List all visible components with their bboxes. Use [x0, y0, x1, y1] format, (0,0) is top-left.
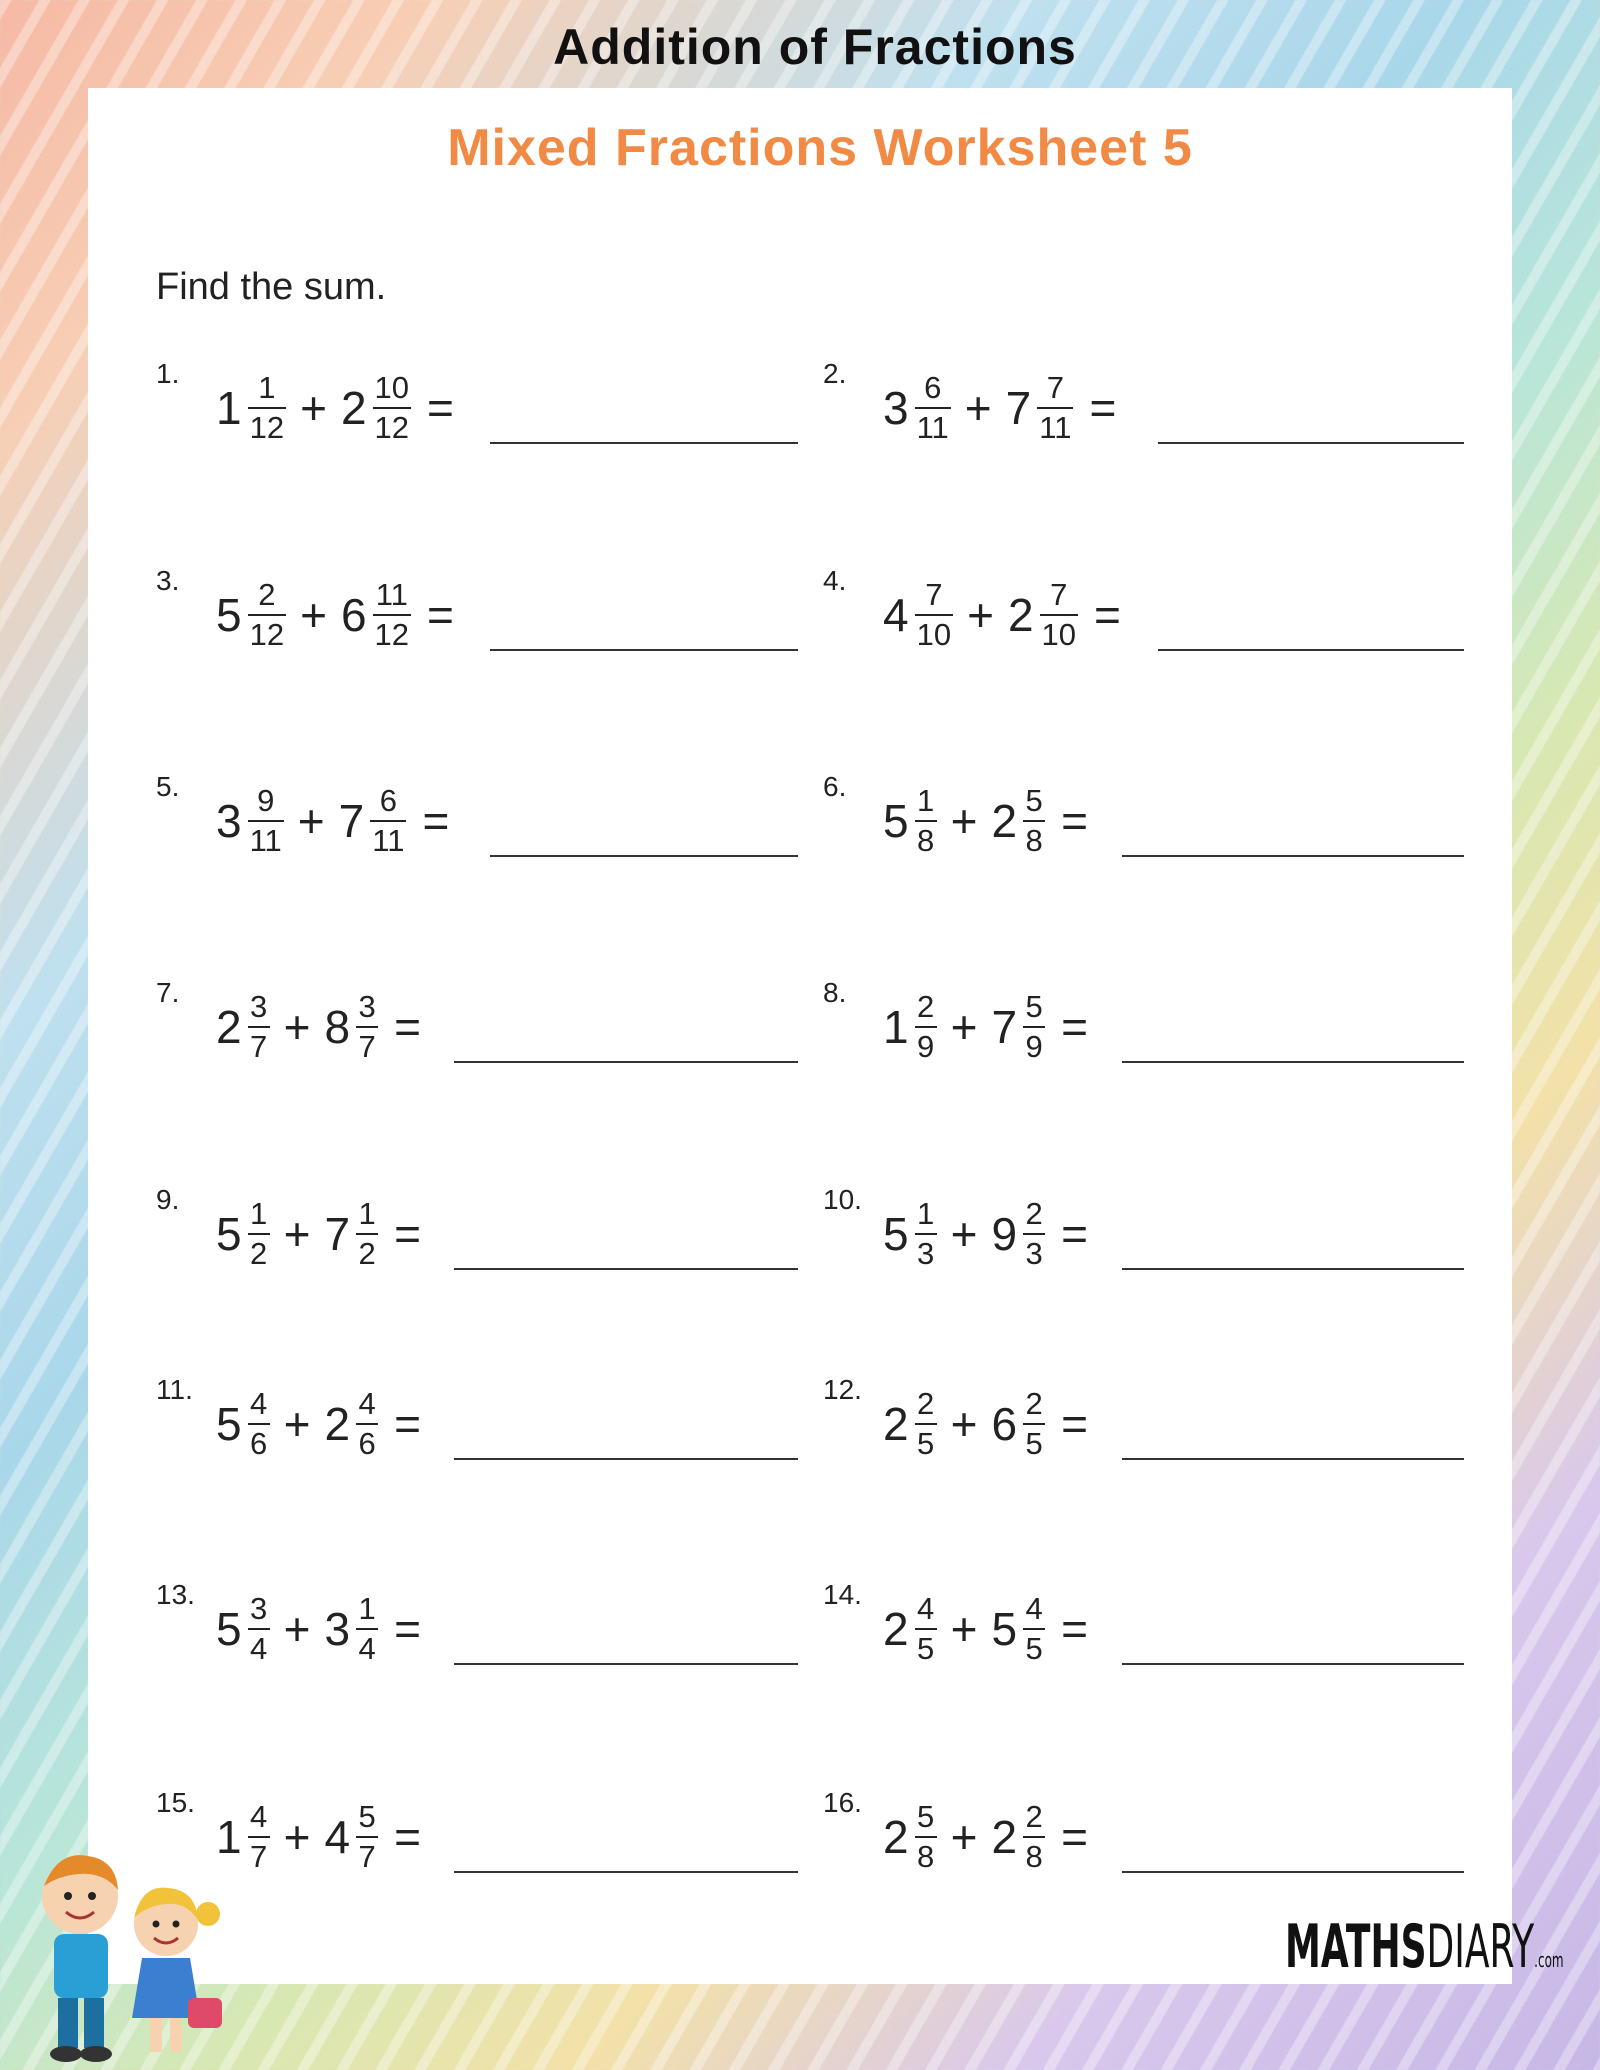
- problem-expression: [883, 565, 1121, 665]
- numerator: 1: [249, 1195, 268, 1231]
- denominator: 4: [249, 1631, 268, 1666]
- whole-number: 2: [991, 1811, 1018, 1863]
- fraction-bar: [373, 614, 411, 616]
- fraction: [915, 578, 953, 652]
- numerator: 2: [1025, 1385, 1043, 1421]
- fraction-bar: [248, 1836, 270, 1838]
- plus-sign: +: [283, 1001, 311, 1053]
- fraction: [248, 371, 286, 445]
- whole-number: 6: [340, 589, 367, 641]
- answer-line[interactable]: [454, 1458, 798, 1460]
- fraction-bar: [915, 614, 953, 616]
- fraction: [1037, 371, 1073, 445]
- denominator: 11: [916, 410, 949, 445]
- fraction: [356, 990, 378, 1064]
- numerator: 7: [1050, 576, 1068, 612]
- problem-expression: [883, 1579, 1088, 1679]
- numerator: 10: [374, 369, 410, 405]
- answer-line[interactable]: [1158, 649, 1464, 651]
- denominator: 4: [358, 1631, 376, 1666]
- problem-item: [823, 1787, 1443, 1907]
- equals-sign: =: [394, 1001, 421, 1053]
- numerator: 2: [916, 1385, 935, 1421]
- fraction: [356, 1387, 378, 1461]
- fraction-bar: [356, 1026, 378, 1028]
- problem-item: [156, 565, 776, 685]
- equals-sign: =: [394, 1603, 421, 1655]
- problem-number: 6.: [823, 771, 847, 802]
- plus-sign: +: [283, 1398, 311, 1450]
- denominator: 12: [249, 410, 285, 445]
- whole-number: 2: [991, 795, 1018, 847]
- whole-number: 6: [991, 1398, 1018, 1450]
- equals-sign: =: [1094, 589, 1121, 641]
- fraction: [248, 1592, 270, 1666]
- denominator: 8: [916, 823, 935, 858]
- numerator: 5: [1025, 988, 1043, 1024]
- fraction: [1023, 990, 1045, 1064]
- answer-line[interactable]: [1122, 1268, 1464, 1270]
- fraction: [915, 1197, 937, 1271]
- problem-expression: [883, 1787, 1088, 1887]
- answer-line[interactable]: [1122, 855, 1464, 857]
- problem-number: 3.: [156, 565, 180, 596]
- page-title: Addition of Fractions: [553, 19, 1077, 75]
- fraction-bar: [1037, 407, 1073, 409]
- problem-expression: [216, 977, 421, 1077]
- problem-item: [156, 1787, 776, 1907]
- fraction: [915, 990, 937, 1064]
- denominator: 11: [1039, 410, 1072, 445]
- numerator: 2: [258, 576, 276, 612]
- equals-sign: =: [427, 382, 454, 434]
- answer-line[interactable]: [1122, 1871, 1464, 1873]
- denominator: 12: [249, 617, 285, 652]
- numerator: 1: [916, 1195, 935, 1231]
- answer-line[interactable]: [454, 1268, 798, 1270]
- equals-sign: =: [1061, 1398, 1088, 1450]
- plus-sign: +: [950, 1811, 978, 1863]
- plus-sign: +: [283, 1811, 311, 1863]
- fraction-bar: [1023, 1836, 1045, 1838]
- denominator: 12: [374, 410, 410, 445]
- denominator: 10: [916, 617, 952, 652]
- problem-number: 2.: [823, 358, 847, 389]
- equals-sign: =: [422, 795, 450, 847]
- problem-number: 8.: [823, 977, 847, 1008]
- problem-expression: [883, 771, 1088, 871]
- denominator: 8: [1025, 823, 1043, 858]
- answer-line[interactable]: [1122, 1458, 1464, 1460]
- mathsdiary-logo: MATHSDIARY.com: [1285, 1912, 1564, 1982]
- whole-number: 7: [1005, 382, 1032, 434]
- problem-expression: [216, 1787, 421, 1887]
- whole-number: 4: [883, 589, 909, 641]
- fraction: [248, 578, 286, 652]
- denominator: 9: [916, 1029, 935, 1064]
- problem-item: [823, 771, 1443, 891]
- whole-number: 7: [324, 1208, 351, 1260]
- problem-item: [156, 1579, 776, 1699]
- numerator: 1: [358, 1590, 376, 1626]
- denominator: 2: [358, 1236, 376, 1271]
- whole-number: 7: [991, 1001, 1018, 1053]
- fraction: [915, 371, 951, 445]
- fraction: [915, 1800, 937, 1874]
- problem-number: 13.: [156, 1579, 195, 1610]
- plus-sign: +: [967, 589, 994, 641]
- fraction: [1023, 1592, 1045, 1666]
- fraction-bar: [248, 1423, 270, 1425]
- whole-number: 2: [883, 1603, 909, 1655]
- problem-number: 14.: [823, 1579, 862, 1610]
- numerator: 3: [358, 988, 376, 1024]
- whole-number: 5: [216, 1603, 242, 1655]
- denominator: 12: [374, 617, 410, 652]
- denominator: 6: [249, 1426, 268, 1461]
- fraction-bar: [1023, 820, 1045, 822]
- instruction-text: Find the sum.: [156, 266, 387, 308]
- answer-line[interactable]: [1122, 1061, 1464, 1063]
- numerator: 1: [916, 782, 935, 818]
- plus-sign: +: [950, 1398, 978, 1450]
- plus-sign: +: [964, 382, 992, 434]
- fraction: [356, 1592, 378, 1666]
- denominator: 5: [1025, 1631, 1043, 1666]
- problem-item: [823, 1184, 1443, 1304]
- denominator: 3: [1025, 1236, 1043, 1271]
- denominator: 10: [1041, 617, 1077, 652]
- fraction-bar: [1023, 1233, 1045, 1235]
- numerator: 4: [1025, 1590, 1043, 1626]
- fraction: [915, 784, 937, 858]
- numerator: 6: [379, 782, 397, 818]
- problem-number: 5.: [156, 771, 180, 802]
- problem-number: 15.: [156, 1787, 195, 1818]
- numerator: 11: [375, 576, 408, 612]
- fraction: [915, 1387, 937, 1461]
- problem-number: 7.: [156, 977, 180, 1008]
- plus-sign: +: [950, 1603, 978, 1655]
- whole-number: 1: [216, 382, 242, 434]
- fraction-bar: [248, 407, 286, 409]
- problem-expression: [883, 358, 1116, 458]
- problem-item: [156, 1184, 776, 1304]
- problem-expression: [883, 977, 1088, 1077]
- problem-expression: [216, 358, 454, 458]
- numerator: 5: [358, 1798, 376, 1834]
- plus-sign: +: [283, 1603, 311, 1655]
- fraction: [248, 1197, 270, 1271]
- problem-number: 11.: [156, 1374, 193, 1405]
- problem-item: [823, 1374, 1443, 1494]
- fraction-bar: [373, 407, 411, 409]
- numerator: 2: [916, 988, 935, 1024]
- whole-number: 1: [216, 1811, 242, 1863]
- numerator: 3: [249, 988, 268, 1024]
- fraction-bar: [370, 820, 406, 822]
- problem-expression: [883, 1374, 1088, 1474]
- problem-item: [156, 977, 776, 1097]
- fraction-bar: [915, 1026, 937, 1028]
- numerator: 4: [249, 1798, 268, 1834]
- numerator: 4: [916, 1590, 935, 1626]
- denominator: 7: [249, 1839, 268, 1874]
- equals-sign: =: [1089, 382, 1117, 434]
- whole-number: 3: [216, 795, 242, 847]
- problem-item: [823, 565, 1443, 685]
- numerator: 7: [925, 576, 943, 612]
- whole-number: 5: [883, 795, 909, 847]
- denominator: 11: [249, 823, 282, 858]
- plus-sign: +: [950, 795, 978, 847]
- denominator: 7: [358, 1839, 376, 1874]
- fraction-bar: [356, 1628, 378, 1630]
- problem-expression: [216, 565, 454, 665]
- whole-number: 2: [324, 1398, 351, 1450]
- fraction-bar: [915, 820, 937, 822]
- fraction-bar: [248, 820, 284, 822]
- denominator: 5: [916, 1426, 935, 1461]
- answer-line[interactable]: [1158, 442, 1464, 444]
- whole-number: 3: [883, 382, 909, 434]
- equals-sign: =: [427, 589, 454, 641]
- numerator: 4: [358, 1385, 376, 1421]
- fraction: [1023, 1197, 1045, 1271]
- fraction: [915, 1592, 937, 1666]
- fraction: [356, 1800, 378, 1874]
- numerator: 5: [916, 1798, 935, 1834]
- problem-item: [823, 977, 1443, 1097]
- problem-expression: [883, 1184, 1088, 1284]
- denominator: 7: [249, 1029, 268, 1064]
- numerator: 2: [1025, 1798, 1043, 1834]
- answer-line[interactable]: [454, 1663, 798, 1665]
- problem-item: [156, 771, 776, 891]
- equals-sign: =: [394, 1811, 421, 1863]
- equals-sign: =: [1061, 1811, 1088, 1863]
- answer-line[interactable]: [454, 1871, 798, 1873]
- equals-sign: =: [394, 1398, 421, 1450]
- fraction: [1040, 578, 1078, 652]
- problem-expression: [216, 1579, 421, 1679]
- whole-number: 1: [883, 1001, 909, 1053]
- problem-item: [156, 358, 776, 478]
- fraction-bar: [356, 1233, 378, 1235]
- denominator: 5: [1025, 1426, 1043, 1461]
- problem-number: 4.: [823, 565, 847, 596]
- fraction-bar: [248, 1628, 270, 1630]
- fraction-bar: [248, 614, 286, 616]
- numerator: 1: [358, 1195, 376, 1231]
- fraction-bar: [1023, 1423, 1045, 1425]
- numerator: 5: [1025, 782, 1043, 818]
- whole-number: 9: [991, 1208, 1018, 1260]
- equals-sign: =: [394, 1208, 421, 1260]
- worksheet-subtitle: Mixed Fractions Worksheet 5: [447, 119, 1193, 177]
- problem-item: [823, 1579, 1443, 1699]
- answer-line[interactable]: [454, 1061, 798, 1063]
- denominator: 6: [358, 1426, 376, 1461]
- whole-number: 5: [216, 1398, 242, 1450]
- whole-number: 2: [883, 1811, 909, 1863]
- denominator: 8: [1025, 1839, 1043, 1874]
- denominator: 3: [916, 1236, 935, 1271]
- problem-item: [156, 1374, 776, 1494]
- denominator: 7: [358, 1029, 376, 1064]
- fraction-bar: [1023, 1026, 1045, 1028]
- fraction: [248, 1800, 270, 1874]
- problem-number: 10.: [823, 1184, 862, 1215]
- plus-sign: +: [300, 589, 327, 641]
- fraction: [248, 990, 270, 1064]
- worksheet-paper: [88, 88, 1512, 1984]
- fraction: [373, 578, 411, 652]
- problem-number: 12.: [823, 1374, 862, 1405]
- fraction: [1023, 1800, 1045, 1874]
- fraction-bar: [356, 1836, 378, 1838]
- whole-number: 5: [216, 589, 242, 641]
- problem-number: 16.: [823, 1787, 862, 1818]
- fraction-bar: [1040, 614, 1078, 616]
- whole-number: 2: [216, 1001, 242, 1053]
- numerator: 9: [257, 782, 275, 818]
- answer-line[interactable]: [490, 649, 798, 651]
- fraction-bar: [248, 1026, 270, 1028]
- fraction: [1023, 784, 1045, 858]
- fraction: [356, 1197, 378, 1271]
- whole-number: 7: [338, 795, 365, 847]
- problem-expression: [216, 1184, 421, 1284]
- fraction-bar: [915, 1628, 937, 1630]
- denominator: 5: [916, 1631, 935, 1666]
- whole-number: 5: [883, 1208, 909, 1260]
- whole-number: 2: [340, 382, 367, 434]
- equals-sign: =: [1061, 1208, 1088, 1260]
- problem-number: 9.: [156, 1184, 180, 1215]
- problem-expression: [216, 1374, 421, 1474]
- numerator: 2: [1025, 1195, 1043, 1231]
- equals-sign: =: [1061, 1001, 1088, 1053]
- denominator: 2: [249, 1236, 268, 1271]
- whole-number: 4: [324, 1811, 351, 1863]
- fraction-bar: [1023, 1628, 1045, 1630]
- answer-line[interactable]: [1122, 1663, 1464, 1665]
- kids-mascot-icon: [18, 1838, 238, 2070]
- fraction-bar: [915, 1233, 937, 1235]
- plus-sign: +: [300, 382, 327, 434]
- fraction-bar: [915, 1836, 937, 1838]
- whole-number: 2: [883, 1398, 909, 1450]
- numerator: 7: [1046, 369, 1064, 405]
- numerator: 6: [924, 369, 942, 405]
- whole-number: 8: [324, 1001, 351, 1053]
- whole-number: 5: [991, 1603, 1018, 1655]
- plus-sign: +: [283, 1208, 311, 1260]
- problem-item: [823, 358, 1443, 478]
- fraction: [373, 371, 411, 445]
- whole-number: 2: [1007, 589, 1034, 641]
- fraction: [1023, 1387, 1045, 1461]
- problem-expression: [216, 771, 449, 871]
- plus-sign: +: [950, 1208, 978, 1260]
- answer-line[interactable]: [490, 855, 798, 857]
- plus-sign: +: [950, 1001, 978, 1053]
- numerator: 4: [249, 1385, 268, 1421]
- fraction: [248, 784, 284, 858]
- numerator: 1: [258, 369, 276, 405]
- fraction: [248, 1387, 270, 1461]
- fraction-bar: [915, 407, 951, 409]
- fraction-bar: [915, 1423, 937, 1425]
- problem-number: 1.: [156, 358, 180, 389]
- whole-number: 3: [324, 1603, 351, 1655]
- fraction-bar: [356, 1423, 378, 1425]
- fraction-bar: [248, 1233, 270, 1235]
- plus-sign: +: [297, 795, 325, 847]
- answer-line[interactable]: [490, 442, 798, 444]
- equals-sign: =: [1061, 795, 1088, 847]
- whole-number: 5: [216, 1208, 242, 1260]
- denominator: 8: [916, 1839, 935, 1874]
- denominator: 9: [1025, 1029, 1043, 1064]
- equals-sign: =: [1061, 1603, 1088, 1655]
- denominator: 11: [372, 823, 405, 858]
- numerator: 3: [249, 1590, 268, 1626]
- fraction: [370, 784, 406, 858]
